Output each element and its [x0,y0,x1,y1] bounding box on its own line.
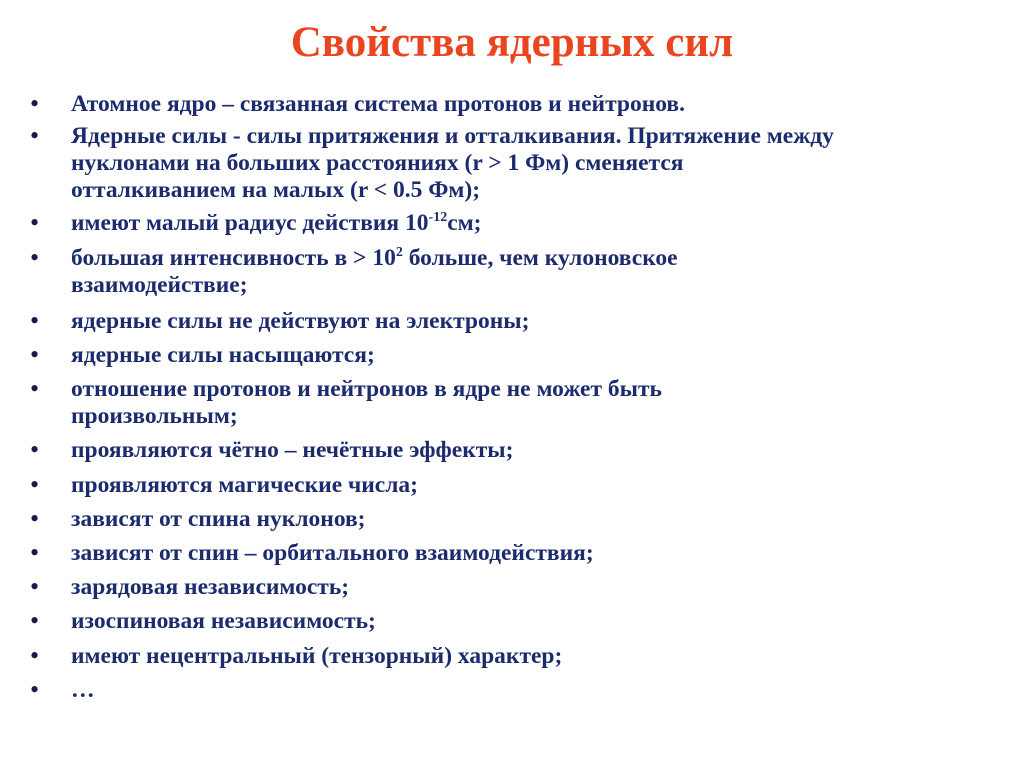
list-item-text: ядерные силы насыщаются; [71,342,375,368]
bullet-icon: • [30,243,40,272]
superscript: 2 [395,245,403,260]
list-item-text: Ядерные силы - силы притяжения и отталкивания. Притяжение между нуклонами на больших расстояниях (r > 1 Фм) сменяется отталкиванием на малых (r < 0.5 Фм); [71,123,834,203]
list-item-text: большая интенсивность $в > 10^2$ больше, чем кулоновское взаимодействие; [71,245,678,298]
list-item-text: изоспиновая независимость; [71,608,376,634]
bullet-icon: • [30,340,40,369]
bullet-icon: • [30,208,40,237]
bullet-icon: • [30,641,40,670]
bullet-icon: • [30,572,40,601]
list-item-text: проявляются чётно – нечётные эффекты; [71,437,514,463]
bullet-icon: • [30,121,40,150]
bullet-icon: • [30,538,40,567]
list-item-text: зависят от спина нуклонов; [71,506,366,532]
bullet-icon: • [30,374,40,403]
list-item-text: зависят от спин – орбитального взаимодействия; [71,540,594,566]
bullet-icon: • [30,606,40,635]
bullet-icon: • [30,306,40,335]
list-item-text: имеют нецентральный (тензорный) характер; [71,643,563,669]
list-item-text: проявляются магические числа; [71,472,418,498]
list-item-text: зарядовая независимость; [71,574,350,600]
bullet-icon: • [30,435,40,464]
list-item-text: ядерные силы не действуют на электроны; [71,308,530,334]
bullet-icon: • [30,89,40,118]
list-item-text: имеют малый радиус действия $10^{-12}см$; [71,210,482,236]
list-item-text: … [71,677,95,703]
list-item-text: Атомное ядро – связанная система протонов и нейтронов. [71,91,685,117]
list-item-text: отношение протонов и нейтронов в ядре не может быть произвольным; [71,376,662,429]
slide-title: Свойства ядерных сил [290,19,734,66]
bullet-icon: • [30,504,40,533]
bullet-icon: • [30,675,40,704]
superscript: -12 [428,210,448,225]
bullet-icon: • [30,470,40,499]
